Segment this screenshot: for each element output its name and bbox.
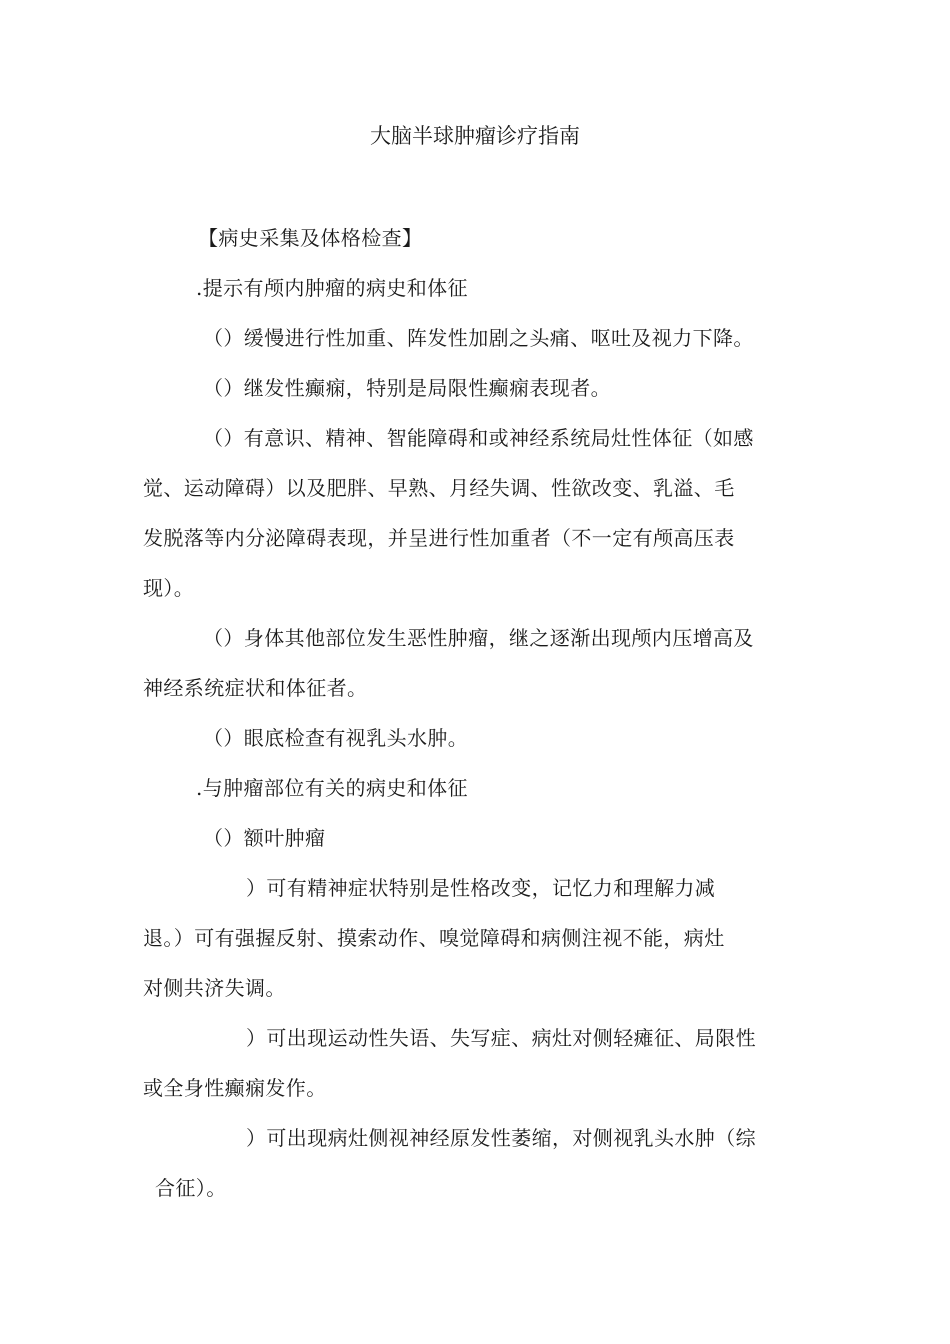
sub-heading: .与肿瘤部位有关的病史和体征 [196, 776, 468, 800]
sub-list-item: ）可出现运动性失语、失写症、病灶对侧轻瘫征、局限性 [246, 1026, 756, 1050]
paragraph-line: 合征）。 [155, 1176, 227, 1200]
paragraph-line: 对侧共济失调。 [143, 976, 286, 1000]
paragraph-line: 发脱落等内分泌障碍表现，并呈进行性加重者（不一定有颅高压表 [143, 526, 735, 550]
paragraph-line: 觉、运动障碍）以及肥胖、早熟、月经失调、性欲改变、乳溢、毛 [143, 476, 735, 500]
document-title: 大脑半球肿瘤诊疗指南 [370, 124, 580, 148]
sub-heading: .提示有颅内肿瘤的病史和体征 [196, 276, 468, 300]
list-item: （）眼底检查有视乳头水肿。 [203, 726, 469, 750]
list-item: （）有意识、精神、智能障碍和或神经系统局灶性体征（如感 [203, 426, 754, 450]
sub-list-item: ）可有精神症状特别是性格改变，记忆力和理解力减 [246, 876, 716, 900]
paragraph-line: 现）。 [143, 576, 195, 600]
list-item: （）缓慢进行性加重、阵发性加剧之头痛、呕吐及视力下降。 [203, 326, 754, 350]
paragraph-line: 退。）可有强握反射、摸索动作、嗅觉障碍和病侧注视不能，病灶 [143, 926, 725, 950]
list-item: （）继发性癫痫，特别是局限性癫痫表现者。 [203, 376, 611, 400]
paragraph-line: 神经系统症状和体征者。 [143, 676, 368, 700]
paragraph-line: 或全身性癫痫发作。 [143, 1076, 327, 1100]
sub-list-item: ）可出现病灶侧视神经原发性萎缩，对侧视乳头水肿（综 [246, 1126, 756, 1150]
list-item: （）身体其他部位发生恶性肿瘤，继之逐渐出现颅内压增高及 [203, 626, 754, 650]
list-item: （）额叶肿瘤 [203, 826, 326, 850]
section-heading: 【病史采集及体格检查】 [198, 226, 423, 250]
